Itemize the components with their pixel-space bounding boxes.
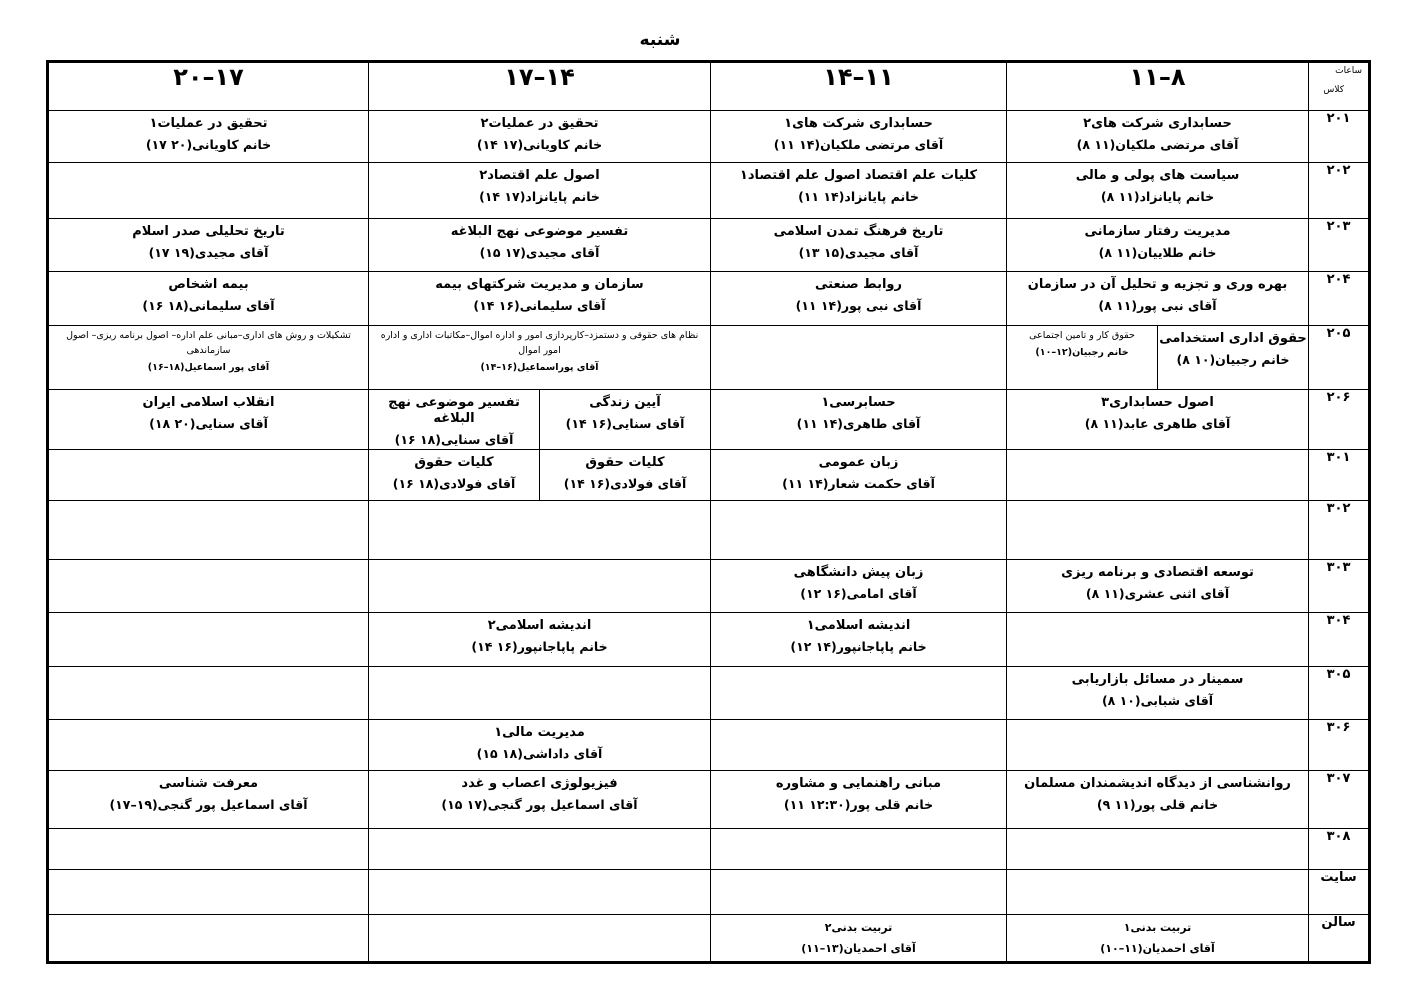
- schedule-cell: [1007, 219, 1309, 272]
- instructor-time: [49, 168, 368, 173]
- schedule-cell: [1007, 450, 1309, 501]
- schedule-cell: [711, 450, 1007, 501]
- instructor-time: آقای سنایی(۲۰ ۱۸): [149, 416, 268, 431]
- room-number: سالن: [1309, 915, 1370, 963]
- instructor-time: آقای فولادی(۱۸ ۱۶): [392, 476, 516, 491]
- instructor-time: آقای مرتضی ملکیان(۱۱ ۸): [1076, 137, 1239, 152]
- schedule-cell: [1007, 829, 1309, 870]
- schedule-cell: [48, 163, 369, 219]
- schedule-cell: [1007, 501, 1309, 560]
- schedule-cell: [369, 771, 711, 829]
- schedule-row: [48, 219, 1370, 272]
- time-slot-header: ۱۷–۲۰: [48, 62, 369, 111]
- course-name: تاریخ تحلیلی صدر اسلام: [132, 224, 285, 239]
- instructor-time: [711, 725, 1006, 730]
- schedule-cell: [1007, 272, 1309, 326]
- time-slot-header: ۱۱–۱۴: [711, 62, 1007, 111]
- instructor-time: خانم پایانزاد(۱۱ ۸): [1100, 189, 1215, 204]
- instructor-time: آقای مجیدی(۱۷ ۱۵): [479, 245, 600, 260]
- instructor-time: خانم کاویانی(۲۰ ۱۷): [145, 137, 272, 152]
- schedule-cell: [369, 163, 711, 219]
- schedule-cell: [48, 915, 369, 963]
- course-name: بیمه اشخاص: [168, 277, 249, 292]
- schedule-cell: [1007, 613, 1309, 667]
- schedule-cell: [369, 450, 711, 501]
- course-name: بهره وری و تجزیه و تحلیل آن در سازمان: [1027, 277, 1288, 292]
- instructor-time: آقای طاهری عابد(۱۱ ۸): [1084, 416, 1231, 431]
- instructor-time: آقای نبی پور(۱۱ ۸): [1098, 298, 1217, 313]
- instructor-time: آقای فولادی(۱۶ ۱۴): [563, 476, 687, 491]
- schedule-cell: [711, 915, 1007, 963]
- instructor-time: آقای سنایی(۱۸ ۱۶): [394, 432, 514, 447]
- schedule-row: [48, 829, 1370, 870]
- instructor-time: [49, 565, 368, 570]
- course-name: کلیات علم اقتصاد اصول علم اقتصاد۱: [739, 168, 978, 183]
- instructor-time: آقای احمدیان(۱۳–۱۱): [801, 942, 916, 955]
- schedule-cell: [1007, 915, 1309, 963]
- course-name: کلیات حقوق: [585, 455, 665, 470]
- schedule-cell: [48, 219, 369, 272]
- schedule-cell: [1007, 163, 1309, 219]
- instructor-time: خانم پایانزاد(۱۷ ۱۴): [479, 189, 600, 204]
- schedule-cell: [1007, 720, 1309, 771]
- course-name: اصول علم اقتصاد۲: [479, 168, 600, 183]
- instructor-time: آقای طاهری(۱۴ ۱۱): [796, 416, 921, 431]
- time-slot-header: ۱۴–۱۷: [369, 62, 711, 111]
- course-name: اندیشه اسلامی۲: [487, 618, 592, 633]
- instructor-time: خانم رجبیان(۱۲–۱۰): [1035, 347, 1129, 358]
- course-name: مدیریت رفتار سازمانی: [1084, 224, 1231, 239]
- course-name: حسابداری شرکت های۲: [1083, 116, 1232, 131]
- course-name: حسابداری شرکت های۱: [784, 116, 933, 131]
- schedule-cell: [48, 450, 369, 501]
- instructor-time: آقای شبابی(۱۰ ۸): [1101, 693, 1214, 708]
- course-name: آیین زندگی: [589, 395, 661, 410]
- split-cell: [1007, 326, 1308, 389]
- instructor-time: خانم قلی پور(۱۱ ۹): [1096, 797, 1219, 812]
- instructor-time: [711, 331, 1006, 336]
- instructor-time: آقای داداشی(۱۸ ۱۵): [476, 746, 603, 761]
- instructor-time: آقای نبی پور(۱۴ ۱۱): [795, 298, 922, 313]
- schedule-cell: [369, 111, 711, 163]
- schedule-row: [48, 667, 1370, 720]
- instructor-time: خانم طلاییان(۱۱ ۸): [1098, 245, 1217, 260]
- schedule-cell: [48, 501, 369, 560]
- schedule-cell: [369, 667, 711, 720]
- schedule-cell: [1007, 326, 1309, 390]
- schedule-cell: [1007, 111, 1309, 163]
- instructor-time: خانم رجبیان(۱۰ ۸): [1176, 352, 1290, 367]
- room-number: ۲۰۲: [1309, 163, 1370, 219]
- schedule-cell: [711, 111, 1007, 163]
- schedule-row: [48, 450, 1370, 501]
- room-number: ۲۰۱: [1309, 111, 1370, 163]
- course-name: کلیات حقوق: [414, 455, 494, 470]
- schedule-cell: [711, 667, 1007, 720]
- course-name: فیزیولوژی اعصاب و غدد: [461, 776, 618, 791]
- room-number: ۲۰۴: [1309, 272, 1370, 326]
- instructor-time: آقای سنایی(۱۶ ۱۴): [565, 416, 685, 431]
- instructor-time: آقای مرتضی ملکیان(۱۴ ۱۱): [773, 137, 944, 152]
- instructor-time: خانم پایانزاد(۱۴ ۱۱): [798, 189, 919, 204]
- instructor-time: آقای پوراسماعیل(۱۶–۱۴): [480, 362, 599, 373]
- schedule-cell: [711, 326, 1007, 390]
- split-subcell: [1158, 326, 1309, 389]
- schedule-cell: [48, 829, 369, 870]
- instructor-time: آقای اسماعیل پور گنجی(۱۹–۱۷): [109, 797, 308, 812]
- instructor-time: [49, 618, 368, 623]
- course-name: روانشناسی از دیدگاه اندیشمندان مسلمان: [1024, 776, 1291, 791]
- schedule-cell: [48, 326, 369, 390]
- room-number: سایت: [1309, 870, 1370, 915]
- schedule-row: [48, 560, 1370, 613]
- schedule-cell: [369, 720, 711, 771]
- course-name: اندیشه اسلامی۱: [806, 618, 911, 633]
- instructor-time: آقای اسماعیل پور گنجی(۱۷ ۱۵): [441, 797, 638, 812]
- course-name: حسابرسی۱: [821, 395, 896, 410]
- schedule-cell: [369, 501, 711, 560]
- schedule-cell: [48, 667, 369, 720]
- schedule-cell: [711, 163, 1007, 219]
- schedule-cell: [48, 870, 369, 915]
- schedule-cell: [369, 219, 711, 272]
- instructor-time: [369, 672, 710, 677]
- instructor-time: [711, 834, 1006, 839]
- corner-class-label: کلاس: [1323, 85, 1344, 95]
- schedule-cell: [48, 390, 369, 450]
- room-number: ۳۰۵: [1309, 667, 1370, 720]
- instructor-time: [711, 506, 1006, 511]
- instructor-time: [369, 834, 710, 839]
- course-name: مبانی راهنمایی و مشاوره: [775, 776, 942, 791]
- schedule-cell: [711, 390, 1007, 450]
- split-subcell: [369, 390, 540, 449]
- corner-hours-label: ساعات: [1335, 66, 1362, 76]
- schedule-cell: [711, 829, 1007, 870]
- split-cell: [369, 390, 710, 449]
- course-name: معرفت شناسی: [158, 776, 259, 791]
- schedule-cell: [711, 771, 1007, 829]
- instructor-time: [49, 506, 368, 511]
- schedule-cell: [48, 771, 369, 829]
- split-subcell: [540, 450, 711, 500]
- split-subcell: [1007, 326, 1158, 389]
- room-number: ۲۰۶: [1309, 390, 1370, 450]
- schedule-cell: [369, 326, 711, 390]
- instructor-time: [49, 834, 368, 839]
- instructor-time: آقای مجیدی(۱۵ ۱۳): [798, 245, 919, 260]
- course-name: انقلاب اسلامی ایران: [142, 395, 275, 410]
- schedule-row: [48, 272, 1370, 326]
- instructor-time: [1007, 506, 1308, 511]
- schedule-cell: [1007, 771, 1309, 829]
- schedule-row: [48, 326, 1370, 390]
- instructor-time: خانم پاپاجانپور(۱۴ ۱۲): [790, 639, 927, 654]
- schedule-cell: [48, 272, 369, 326]
- course-name: سازمان و مدیریت شرکتهای بیمه: [435, 277, 644, 292]
- schedule-row: [48, 163, 1370, 219]
- schedule-cell: [1007, 390, 1309, 450]
- schedule-cell: [369, 829, 711, 870]
- course-name: اصول حسابداری۳: [1101, 395, 1214, 410]
- split-subcell: [369, 450, 540, 500]
- schedule-cell: [369, 870, 711, 915]
- instructor-time: [1007, 834, 1308, 839]
- room-number: ۳۰۳: [1309, 560, 1370, 613]
- room-number: ۳۰۶: [1309, 720, 1370, 771]
- schedule-row: [48, 390, 1370, 450]
- schedule-cell: [711, 870, 1007, 915]
- instructor-time: [369, 506, 710, 511]
- schedule-row: [48, 771, 1370, 829]
- schedule-cell: [1007, 560, 1309, 613]
- corner-header: [1309, 62, 1370, 111]
- course-name: مدیریت مالی۱: [494, 725, 585, 740]
- course-name: زبان عمومی: [818, 455, 899, 470]
- course-name: حقوق کار و تامین اجتماعی: [1029, 330, 1135, 341]
- course-name: توسعه اقتصادی و برنامه ریزی: [1061, 565, 1254, 580]
- course-name: تحقیق در عملیات۲: [480, 116, 599, 131]
- room-number: ۳۰۲: [1309, 501, 1370, 560]
- instructor-time: خانم پاپاجانپور(۱۶ ۱۴): [471, 639, 608, 654]
- instructor-time: [1007, 618, 1308, 623]
- split-cell: [369, 450, 710, 500]
- schedule-cell: [48, 560, 369, 613]
- schedule-cell: [48, 720, 369, 771]
- instructor-time: [369, 565, 710, 570]
- instructor-time: خانم کاویانی(۱۷ ۱۴): [476, 137, 603, 152]
- instructor-time: [49, 875, 368, 880]
- room-number: ۲۰۵: [1309, 326, 1370, 390]
- split-subcell: [540, 390, 711, 449]
- course-name: تحقیق در عملیات۱: [149, 116, 268, 131]
- schedule-body: [48, 111, 1370, 963]
- instructor-time: آقای حکمت شعار(۱۴ ۱۱): [782, 476, 935, 491]
- schedule-cell: [1007, 667, 1309, 720]
- schedule-cell: [711, 720, 1007, 771]
- course-name: تربیت بدنی۲: [824, 921, 893, 934]
- course-name: سمینار در مسائل بازاریابی: [1071, 672, 1244, 687]
- instructor-time: [49, 725, 368, 730]
- schedule-row: [48, 870, 1370, 915]
- course-name: حقوق اداری استخدامی: [1159, 331, 1307, 346]
- instructor-time: آقای پور اسماعیل(۱۸–۱۶): [147, 362, 270, 373]
- instructor-time: [49, 455, 368, 460]
- instructor-time: آقای سلیمانی(۱۸ ۱۶): [142, 298, 275, 313]
- instructor-time: خانم قلی پور(۱۲:۳۰ ۱۱): [783, 797, 934, 812]
- course-name: تفسیر موضوعی نهج البلاغه: [450, 224, 629, 239]
- schedule-cell: [48, 613, 369, 667]
- schedule-cell: [711, 613, 1007, 667]
- course-name: تاریخ فرهنگ تمدن اسلامی: [773, 224, 944, 239]
- schedule-cell: [711, 560, 1007, 613]
- instructor-time: [49, 672, 368, 677]
- course-name: روابط صنعتی: [814, 277, 902, 292]
- schedule-cell: [711, 219, 1007, 272]
- instructor-time: آقای امامی(۱۶ ۱۲): [800, 586, 917, 601]
- schedule-cell: [369, 560, 711, 613]
- schedule-cell: [711, 272, 1007, 326]
- page-title: شنبه: [639, 30, 681, 50]
- course-name: زبان پیش دانشگاهی: [793, 565, 924, 580]
- schedule-cell: [369, 915, 711, 963]
- instructor-time: [49, 920, 368, 925]
- schedule-cell: [369, 613, 711, 667]
- schedule-row: [48, 720, 1370, 771]
- room-number: ۳۰۷: [1309, 771, 1370, 829]
- room-number: ۳۰۴: [1309, 613, 1370, 667]
- instructor-time: آقای سلیمانی(۱۶ ۱۴): [473, 298, 606, 313]
- instructor-time: [369, 920, 710, 925]
- instructor-time: آقای مجیدی(۱۹ ۱۷): [148, 245, 269, 260]
- schedule-cell: [1007, 870, 1309, 915]
- course-name: تفسیر موضوعی نهج البلاغه: [388, 395, 520, 426]
- course-name: تشکیلات و روش های اداری–مبانی علم اداره– اصول برنامه ریزی– اصول سازماندهی: [66, 330, 351, 356]
- schedule-cell: [711, 501, 1007, 560]
- schedule-row: [48, 111, 1370, 163]
- time-slot-header: ۸–۱۱: [1007, 62, 1309, 111]
- course-name: نظام های حقوقی و دستمزد–کارپردازی امور و اداره اموال–مکاتبات اداری و اداره امور اموال: [380, 330, 699, 356]
- room-number: ۳۰۱: [1309, 450, 1370, 501]
- room-number: ۳۰۸: [1309, 829, 1370, 870]
- instructor-time: آقای اثنی عشری(۱۱ ۸): [1085, 586, 1230, 601]
- schedule-cell: [48, 111, 369, 163]
- instructor-time: [1007, 875, 1308, 880]
- room-number: ۲۰۳: [1309, 219, 1370, 272]
- schedule-cell: [369, 390, 711, 450]
- schedule-row: [48, 501, 1370, 560]
- schedule-row: [48, 915, 1370, 963]
- instructor-time: [1007, 725, 1308, 730]
- instructor-time: [711, 875, 1006, 880]
- header-row: [48, 62, 1370, 111]
- instructor-time: آقای احمدیان(۱۱–۱۰): [1100, 942, 1215, 955]
- instructor-time: [1007, 455, 1308, 460]
- course-name: تربیت بدنی۱: [1123, 921, 1192, 934]
- schedule-row: [48, 613, 1370, 667]
- schedule-table: [46, 60, 1371, 964]
- schedule-cell: [369, 272, 711, 326]
- course-name: سیاست های پولی و مالی: [1075, 168, 1240, 183]
- instructor-time: [369, 875, 710, 880]
- instructor-time: [711, 672, 1006, 677]
